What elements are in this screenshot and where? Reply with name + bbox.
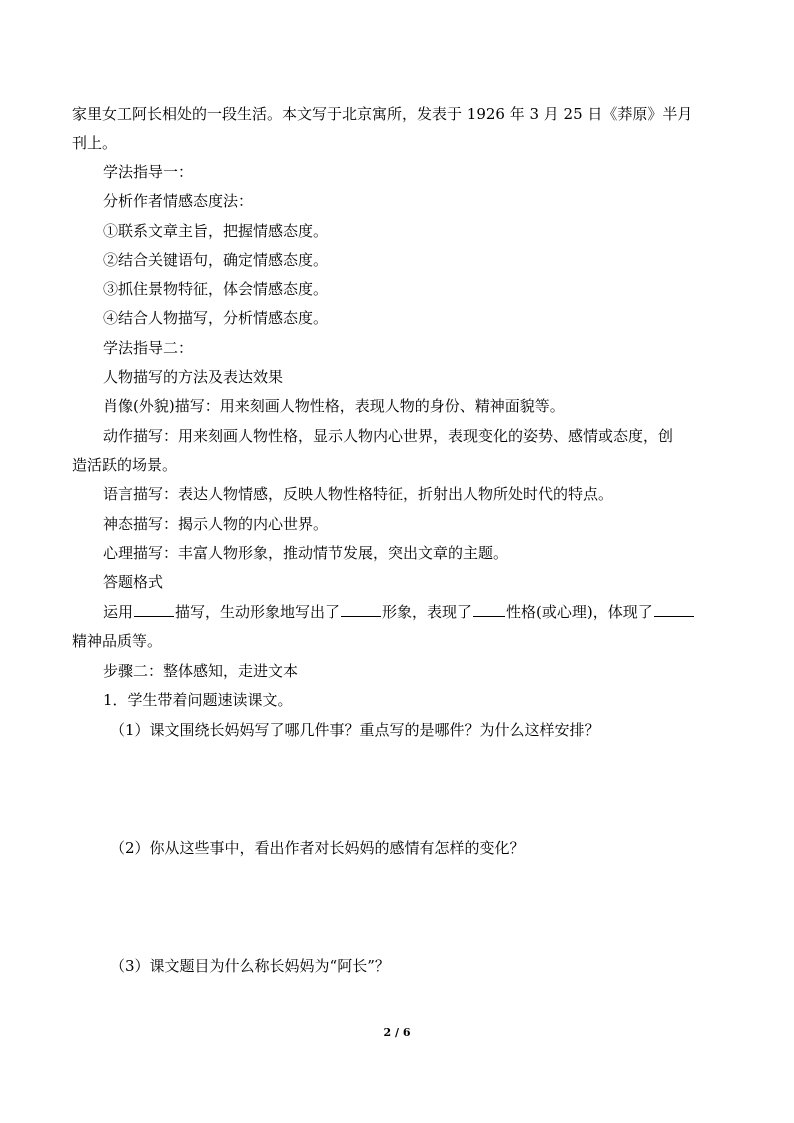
guide1-item: ①联系文章主旨，把握情感态度。 — [103, 222, 329, 240]
guide2-subheading: 人物描写的方法及表达效果 — [103, 368, 284, 386]
answer-format-cont: 精神品质等。 — [72, 632, 163, 650]
guide1-item: ③抓住景物特征，体会情感态度。 — [103, 280, 329, 298]
answer-format-heading: 答题格式 — [103, 573, 164, 591]
page-number: 2 / 6 — [383, 1026, 411, 1039]
question-1: （1）课文围绕长妈妈写了哪几件事？重点写的是哪件？为什么这样安排？ — [110, 721, 600, 739]
fill-blank — [473, 600, 505, 617]
template-text: 形象，表现了 — [382, 603, 473, 621]
template-text: 运用 — [103, 603, 134, 621]
portrait-description: 肖像(外貌)描写：用来刻画人物性格，表现人物的身份、精神面貌等。 — [103, 397, 565, 415]
guide1-item: ②结合关键语句，确定情感态度。 — [103, 251, 329, 269]
action-description-cont: 造活跃的场景。 — [72, 456, 178, 474]
question-3: （3）课文题目为什么称长妈妈为“阿长”？ — [110, 957, 390, 975]
action-description: 动作描写：用来刻画人物性格，显示人物内心世界，表现变化的姿势、感情或态度，创 — [103, 427, 674, 445]
question-2: （2）你从这些事中，看出作者对长妈妈的感情有怎样的变化？ — [110, 839, 525, 857]
guide1-heading: 学法指导一： — [103, 163, 194, 181]
paragraph-line: 家里女工阿长相处的一段生活。本文写于北京寓所，发表于 1926 年 3 月 25 日《莽原》半月 — [72, 105, 693, 123]
step2-heading: 步骤二：整体感知，走进文本 — [103, 662, 299, 680]
fill-blank — [341, 600, 381, 617]
template-text: 性格(或心理)，体现了 — [506, 603, 653, 621]
guide2-heading: 学法指导二： — [103, 339, 194, 357]
expression-description: 神态描写：揭示人物的内心世界。 — [103, 515, 329, 533]
fill-blank — [654, 600, 694, 617]
guide1-subheading: 分析作者情感态度法： — [103, 192, 254, 210]
guide1-item: ④结合人物描写，分析情感态度。 — [103, 309, 329, 327]
speech-description: 语言描写：表达人物情感，反映人物性格特征，折射出人物所处时代的特点。 — [103, 485, 614, 503]
psych-description: 心理描写：丰富人物形象，推动情节发展，突出文章的主题。 — [103, 544, 509, 562]
paragraph-line: 刊上。 — [72, 134, 118, 152]
template-text: 描写，生动形象地写出了 — [175, 603, 341, 621]
answer-format-template — [103, 598, 753, 627]
task1-instruction: 1．学生带着问题速读课文。 — [103, 691, 293, 709]
fill-blank — [134, 600, 174, 617]
